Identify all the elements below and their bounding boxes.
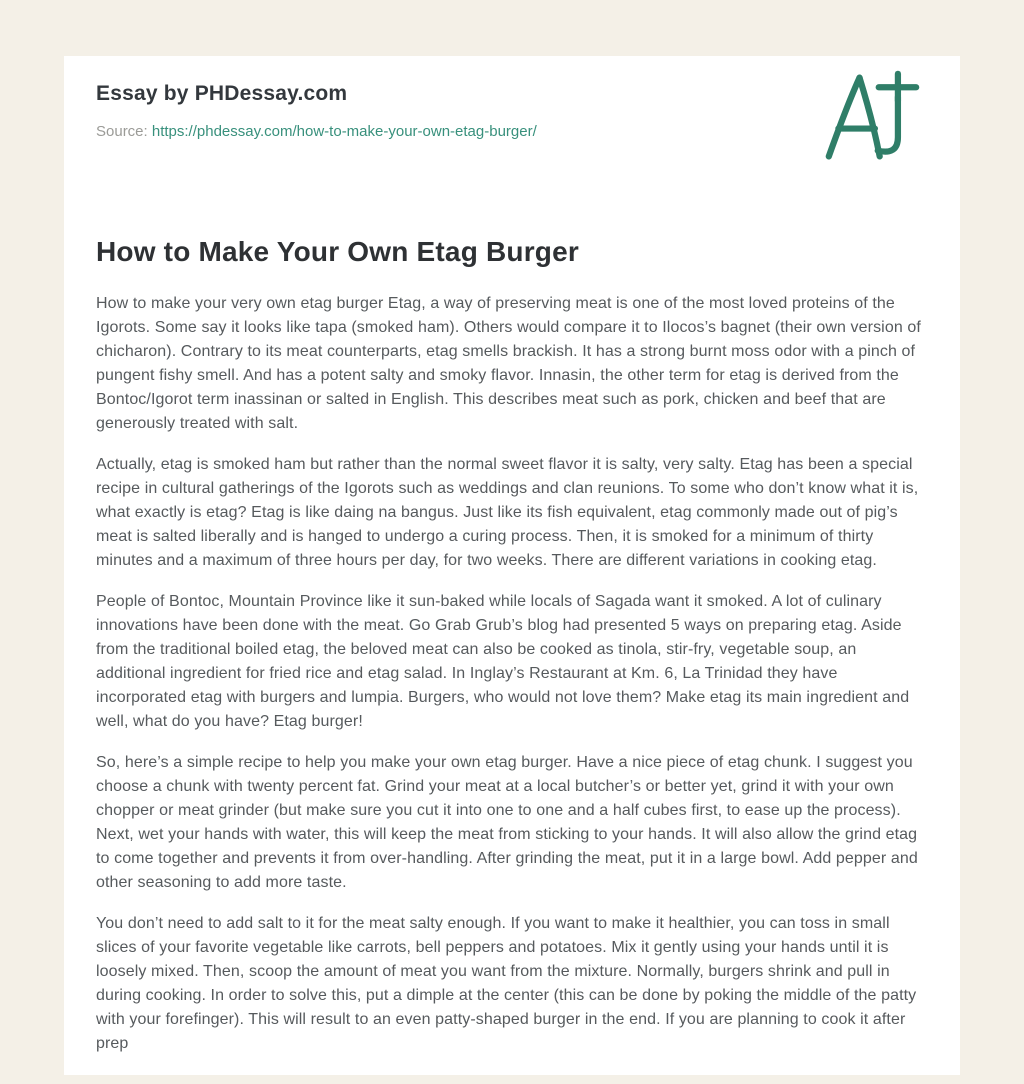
essay-paragraph: You don’t need to add salt to it for the meat salty enough. If you want to make it healthier, you can toss in small slices of your favorite vegetable like carrots, bell peppers and potatoes. Mix it gently using your hands until it is loosely mixed. Then, scoop the amount of meat you want from the mixture. Normally, burgers shrink and pull in during cooking. In order to solve this, put a dimple at the center (this can be done by poking the middle of the patty with your forefinger). This will result to an even patty-shaped burger in the end. If you are planning to cook it after prep — [96, 915, 917, 1052]
essay-paragraph: People of Bontoc, Mountain Province like it sun-baked while locals of Sagada want it smoked. A lot of culinary innovations have been done with the meat. Go Grab Grub’s blog had presented 5 ways on preparing etag. Aside from the traditional boiled etag, the beloved meat can also be cooked as tinola, stir-fry, vegetable soup, an additional ingredient for fried rice and etag salad. In Inglay’s Restaurant at Km. 6, La Trinidad they have incorporated etag with burgers and lumpia. Burgers, who would not love them? Make etag its main ingredient and well, what do you have? Etag burger! — [96, 593, 910, 730]
essay-content — [64, 56, 960, 1056]
essay-title: How to Make Your Own Etag Burger — [96, 236, 579, 267]
essay-paragraph: How to make your very own etag burger Etag, a way of preserving meat is one of the most loved proteins of the Igorots. Some say it looks like tapa (smoked ham). Others would compare it to Ilocos’s bagnet (their own version of chicharon). Contrary to its meat counterparts, etag smells brackish. It has a strong burnt moss odor with a pinch of pungent fishy smell. And has a potent salty and smoky flavor. Innasin, the other term for etag is derived from the Bontoc/Igorot term inassinan or salted in English. This describes meat such as pork, chicken and beef that are generously treated with salt. — [96, 295, 921, 432]
essay-byline: Essay by PHDessay.com — [96, 82, 348, 105]
essay-paragraph: Actually, etag is smoked ham but rather than the normal sweet flavor it is salty, very salty. Etag has been a special recipe in cultural gatherings of the Igorots such as weddings and clan reunions. To some who don’t know what it is, what exactly is etag? Etag is like daing na bangus. Just like its fish equivalent, etag commonly made out of pig’s meat is salted liberally and is hanged to undergo a curing process. Then, it is smoked for a minimum of thirty minutes and a maximum of three hours per day, for two weeks. There are different variations in cooking etag. — [96, 456, 919, 569]
essay-body — [96, 292, 928, 1056]
phdessay-logo-icon — [818, 70, 926, 166]
source-label: Source: — [96, 123, 148, 140]
essay-paragraph: So, here’s a simple recipe to help you make your own etag burger. Have a nice piece of etag chunk. I suggest you choose a chunk with twenty percent fat. Grind your meat at a local butcher’s or better yet, grind it with your own chopper or meat grinder (but make sure you cut it into one to one and a half cubes first, to ease up the process). Next, wet your hands with water, this will keep the meat from sticking to your hands. It will also allow the grind etag to come together and prevents it from over-handling. After grinding the meat, put it in a large bowl. Add pepper and other seasoning to add more taste. — [96, 754, 918, 891]
essay-card — [64, 56, 960, 1075]
source-line — [96, 122, 928, 142]
source-url-link[interactable]: https://phdessay.com/how-to-make-your-own-etag-burger/ — [151, 123, 537, 140]
